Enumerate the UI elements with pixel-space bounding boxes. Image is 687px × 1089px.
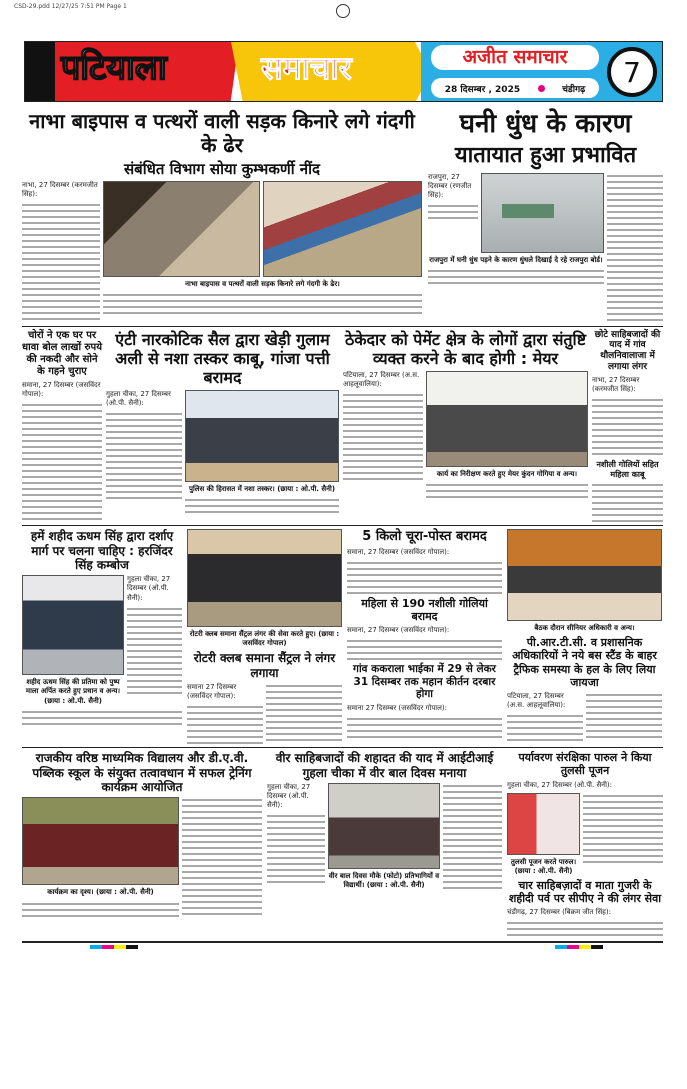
caption-fog: राजपुरा में घनी धुंध पड़ने के कारण धुंधले दिखाई दे रहे राजपुरा बोर्ड। [429,255,603,264]
photo-garbage-1 [103,181,260,277]
caption-tulsi: तुलसी पूजन करते पारुल। (छाया : ओ.पी. सैनी) [510,857,577,875]
caption-udham: शहीद ऊधम सिंह की प्रतिमा को पुष्प माला अर्पित करते हुए प्रधान व अन्य। (छाया : ओ.पी. सैनी) [25,678,121,705]
caption-mayor: कार्य का निरीक्षण करते हुए मेयर कुंदन गोगिया व अन्य। [436,469,578,478]
story-garbage [22,109,422,322]
caption-iti: वीर बाल दिवस मौके (फोटो) प्रतिभागियों व विद्यार्थी। (छाया : ओ.पी. सैनी) [328,872,440,890]
article-body [22,709,182,729]
article-body [182,797,262,917]
dateline: पटियाला, 27 दिसम्बर (अ.स. आहलूवालिया): [343,370,420,389]
dateline: समाना 27 दिसम्बर (जसविंदर गोपाल): [187,683,237,701]
story-theft [22,330,102,522]
dot-icon [538,85,545,92]
article-body [428,203,478,223]
story-rotary [187,529,342,744]
headline-garbage: नाभा बाइपास व पत्थरों वाली सड़क किनारे लगे गंदगी के ढेर [29,109,415,157]
story-tulsi [507,751,663,936]
article-body [347,716,502,738]
headline-theft: चोरों ने एक घर पर धावा बोल लाखों रुपये की नकदी और सोने के गहने चुराए [22,329,103,377]
article-body [443,783,502,893]
dateline: गुहला चीका, 27 दिसम्बर (ओ.पी. सैनी): [106,390,171,408]
bottom-rule [22,941,663,943]
headline-woman190: महिला से 190 नशीली गोलियां बरामद [361,596,488,624]
article-body [586,692,662,742]
dateline: नाभा, 27 दिसम्बर (करमजीत सिंह): [592,375,640,393]
road-sign [502,204,554,218]
headline-iti: वीर साहिबजादों की शहादत की याद में आईटीआई गुहला चीका में वीर बाल दिवस मनाया [275,751,494,780]
subhead-garbage: संबंधित विभाग सोया कुम्भकर्णी नींद [124,160,320,178]
headline-kirtan: गांव ककराला भाईका में 29 से लेकर 31 दिसम्बर तक महान कीर्तन दरबार होगा [353,663,496,701]
headline-langar-village: छोटे साहिबजादों की याद में गांव थौलनिवालाजा में लगाया लंगर [594,329,661,372]
photo-fog [481,173,604,253]
headline-rotary: रोटरी क्लब समाना सैंट्रल ने लंगर लगाया [193,651,336,680]
date-pill [431,78,599,98]
headline-tulsi: पर्यावरण संरक्षिका पारुल ने किया तुलसी पूजन [518,751,652,778]
edition: चंडीगढ़ [562,84,586,95]
page-number: 7 [607,47,657,97]
article-body [22,901,179,921]
headline-narcotic: एंटी नारकोटिक सैल द्वारा खेड़ी गुलाम अली से नशा तस्कर काबू, गांजा पत्ती बरामद [115,329,330,387]
section-bottom [22,748,663,939]
caption-rotary: रोटरी क्लब समाना सैंट्रल लंगर की सेवा करते हुए। (छाया : जसविंदर गोपाल) [189,630,340,648]
headline-poppy: 5 किलो चूरा-पोस्त बरामद [362,529,487,545]
story-iti [267,751,502,893]
page-top [0,0,687,106]
article-body [507,920,663,936]
headline-fog-2: यातायात हुआ प्रभावित [454,143,637,169]
article-body [607,173,663,323]
dateline: राजपुरा, 27 दिसम्बर (रणजीत सिंह): [428,172,472,199]
story-langar-village [592,330,663,523]
article-body [583,793,663,863]
photo-udham [22,575,124,675]
photo-narcotic [185,390,339,482]
dateline: समाना, 27 दिसम्बर (जसविंदर गोपाल): [22,380,101,398]
article-body [22,202,100,322]
article-body [343,392,423,482]
masthead-section: समाचार [261,49,352,87]
masthead-chevron-icon [25,42,55,102]
headline-prtc: पी.आर.टी.सी. व प्रशासनिक अधिकारियों ने नये बस स्टैंड के बाहर ट्रैफिक समस्या के हल के लिए लिया जायजा [512,636,657,689]
color-bar-icon [555,945,603,949]
color-bar-icon [90,945,138,949]
story-school [22,751,262,920]
dateline: समाना 27 दिसम्बर (जसविंदर गोपाल): [347,704,447,713]
article-body [185,497,339,513]
caption-school: कार्यक्रम का दृश्य। (छाया : ओ.पी. सैनी) [47,888,154,897]
story-briefs [347,529,502,738]
photo-rotary [187,529,342,627]
issue-date: 28 दिसम्बर , 2025 [444,84,521,95]
dateline: गुहला चीका, 27 दिसम्बर (ओ.पी. सैनी): [127,575,171,602]
caption-prtc: बैठक दौरान सीनियर अधिकारी व अन्य। [534,624,635,633]
print-info: CSD-29.pdd 12/27/25 7:51 PM Page 1 [14,3,127,10]
page-footer [22,939,663,963]
article-body [127,606,182,696]
paper-name: अजीत समाचार [431,45,599,70]
article-body [507,713,583,743]
registration-mark-icon [336,4,350,18]
story-mayor [343,330,588,498]
masthead-city: पटियाला [61,48,167,88]
story-narcotic [106,330,339,514]
caption-narcotic: पुलिस की हिरासत में नशा तस्कर। (छाया : ओ.पी. सैनी) [188,485,336,494]
masthead [24,41,663,102]
article-body [22,402,102,522]
headline-fog-1: घनी धुंध के कारण [459,109,632,139]
article-body [267,813,325,883]
article-body [428,268,604,288]
photo-garbage-2 [263,181,422,277]
dateline: नाभा, 27 दिसम्बर (करमजीत सिंह): [22,181,98,199]
caption-garbage: नाभा बाइपास व पत्थरों वाली सड़क किनारे लगे गंदगी के ढेर। [185,280,340,288]
dateline: गुहला चीका, 27 दिसम्बर (ओ.पी. सैनी): [507,780,612,789]
headline-udham: हमें शहीद ऊधम सिंह द्वारा दर्शाए मार्ग पर चलना चाहिए : हरजिंदर सिंह कम्बोज [30,529,174,572]
article-body [266,683,342,743]
photo-school [22,797,179,885]
headline-school: राजकीय वरिष्ठ माध्यमिक विद्यालय और डी.ए.वी. पब्लिक स्कूल के संयुक्त तत्वावधान में सफल ट्रेनिंग कार्यक्रम आयोजित [32,751,252,795]
dateline: गुहला चीका, 27 दिसम्बर (ओ.पी. सैनी): [267,783,311,810]
section-lower [22,526,663,747]
article-body [592,397,663,457]
dateline: पटियाला, 27 दिसम्बर (अ.स. आहलूवालिया): [507,691,566,710]
section-top [22,106,663,326]
dateline: चंडीगढ़, 27 दिसम्बर (बिक्रम जीत सिंह): [507,908,611,917]
article-body [347,560,502,594]
headline-tablets-woman: नशीली गोलियों सहित महिला काबू [596,459,659,479]
article-body [426,482,588,498]
section-middle [22,327,663,526]
article-body [103,292,422,316]
page-content [0,106,687,939]
article-body [106,411,182,501]
photo-prtc [507,529,662,621]
dateline: समाना, 27 दिसम्बर (जसविंदर गोपाल): [347,626,450,635]
story-fog [428,109,663,323]
headline-mayor: ठेकेदार को पेमेंट क्षेत्र के लोगों द्वारा संतुष्टि व्यक्त करने के बाद होगी : मेयर [344,329,587,368]
article-body [592,482,663,522]
dateline: समाना, 27 दिसम्बर (जसविंदर गोपाल): [347,547,450,556]
story-prtc [507,529,662,743]
photo-mayor [426,371,588,467]
photo-iti [328,783,440,869]
article-body [187,704,263,744]
story-udham [22,529,182,728]
photo-tulsi [507,793,580,855]
headline-cpa: चार साहिबज़ादों व माता गुजरी के शहीदी पर्व पर सीपीए ने की लंगर सेवा [508,878,662,906]
article-body [347,638,502,660]
